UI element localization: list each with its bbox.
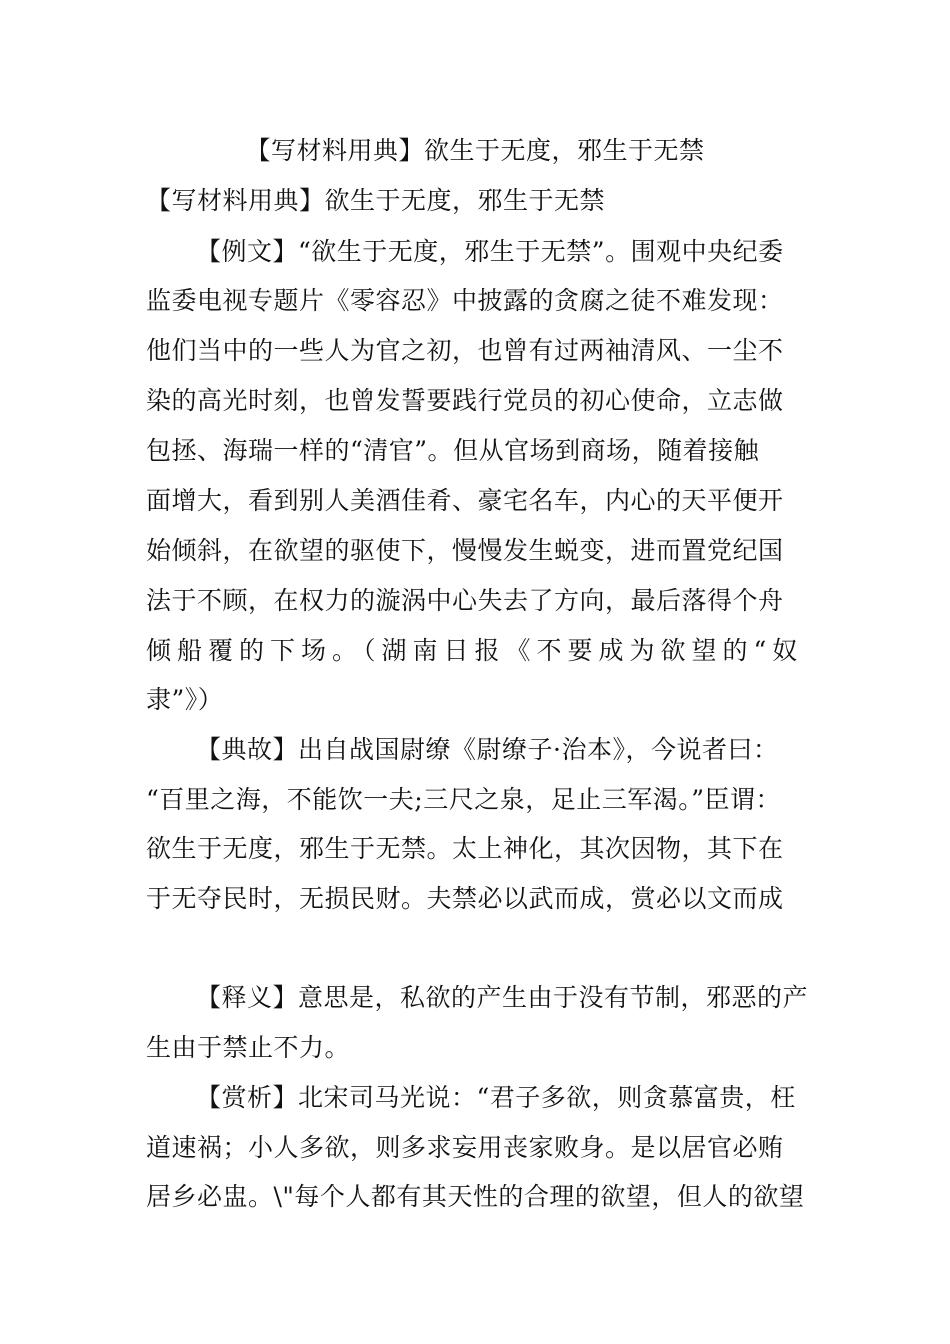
paragraph-line: 法于不顾，在权力的漩涡中心失去了方向，最后落得个舟 [146,586,784,615]
paragraph-line: 道速祸；小人多欲，则多求妄用丧家败身。是以居官必贿 [146,1133,784,1162]
paragraph-line: 他们当中的一些人为官之初，也曾有过两袖清风、一尘不 [146,336,784,365]
paragraph-line: 倾船覆的下场。（湖南日报《不要成为欲望的“奴 [146,636,804,665]
paragraph-line: 面增大，看到别人美酒佳肴、豪宅名车，内心的天平便开 [146,486,784,515]
paragraph-line: 染的高光时刻，也曾发誓要践行党员的初心使命，立志做 [146,386,784,415]
paragraph-line: 【释义】意思是，私欲的产生由于没有节制，邪恶的产 [196,983,809,1012]
paragraph-line: 生由于禁止不力。 [146,1033,351,1062]
paragraph-line: 【赏析】北宋司马光说：“君子多欲，则贪慕富贵，枉 [196,1083,796,1112]
paragraph-line: 于无夺民时，无损民财。夫禁必以武而成，赏必以文而成 [146,884,784,913]
paragraph-line: 监委电视专题片《零容忍》中披露的贪腐之徒不难发现： [146,286,784,315]
paragraph-line: 包拯、海瑞一样的“清官”。但从官场到商场，随着接触 [146,436,760,465]
paragraph-line: 始倾斜，在欲望的驱使下，慢慢发生蜕变，进而置党纪国 [146,536,784,565]
paragraph-line: “百里之海，不能饮一夫;三尺之泉，足止三军渴。”臣谓： [146,785,781,814]
paragraph-line: 居乡必盅。\"每个人都有其天性的合理的欲望，但人的欲望 [146,1182,805,1211]
paragraph-line: 【典故】出自战国尉缭《尉缭子·治本》，今说者曰： [196,735,779,764]
paragraph-line: 欲生于无度，邪生于无禁。太上神化，其次因物，其下在 [146,834,784,863]
paragraph-line: 隶”》） [146,685,224,714]
document-heading: 【写材料用典】欲生于无度，邪生于无禁 [146,186,606,215]
paragraph-line: 【例文】“欲生于无度，邪生于无禁”。围观中央纪委 [196,237,784,266]
document-title: 【写材料用典】欲生于无度，邪生于无禁 [245,136,705,165]
